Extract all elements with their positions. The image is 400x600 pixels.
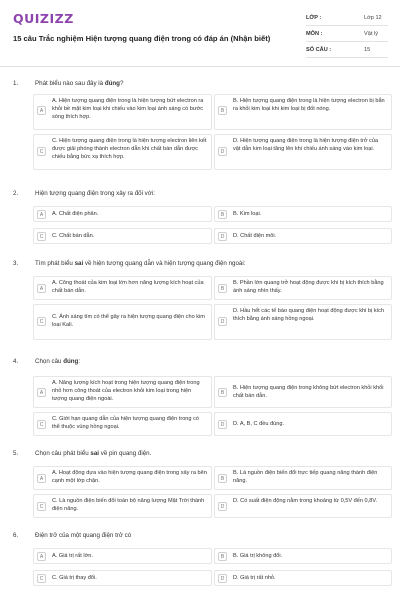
option-text: B. Hiện tượng quang điện trong không bứt electron khỏi khối chất bán dẫn. bbox=[233, 385, 384, 399]
question-number: 3. bbox=[13, 260, 19, 267]
question-text-part: về hiện tượng quang dẫn và hiện tượng quang điện ngoài: bbox=[83, 260, 246, 267]
question-text-part: : bbox=[78, 358, 81, 365]
page-title: 15 câu Trắc nghiệm Hiện tượng quang điện trong có đáp án (Nhận biết) bbox=[13, 34, 271, 43]
option-text: D. Hầu hết các tế bào quang điện hoạt động được khi bị kích thích bằng ánh sáng hồng ngoại. bbox=[233, 308, 385, 322]
option-text: A. Hoạt động dựa vào hiện tượng quang điện trong xảy ra bên cạnh một lớp chặn. bbox=[52, 470, 207, 484]
option-a[interactable] bbox=[33, 94, 212, 130]
question-text-part: Phát biểu nào sau đây là bbox=[35, 80, 105, 87]
option-c[interactable] bbox=[33, 570, 212, 586]
option-letter: B bbox=[218, 106, 227, 115]
option-letter: D bbox=[218, 502, 227, 511]
option-c[interactable] bbox=[33, 134, 212, 170]
question-text-part: Điện trở của một quang điện trở có bbox=[35, 532, 132, 539]
meta-table bbox=[306, 10, 388, 58]
option-text: C. Chất bán dẫn. bbox=[52, 233, 95, 239]
option-b[interactable] bbox=[214, 466, 392, 490]
option-letter: C bbox=[37, 574, 46, 583]
option-letter: C bbox=[37, 502, 46, 511]
option-letter: B bbox=[218, 388, 227, 397]
option-text: B. Hiện tượng quang điện trong là hiện tượng electron bị bắn ra khỏi kim loại khi kim loại bị đốt nóng. bbox=[233, 98, 385, 112]
question-text bbox=[35, 358, 390, 365]
meta-label: LỚP : bbox=[306, 14, 322, 21]
quizizz-logo: QUIZIZZ bbox=[13, 11, 74, 26]
option-text: C. Giá trị thay đổi. bbox=[52, 575, 97, 581]
option-text: B. Giá trị không đổi. bbox=[233, 553, 283, 559]
question-number: 5. bbox=[13, 450, 19, 457]
question-text bbox=[35, 450, 390, 457]
meta-label: SỐ CÂU : bbox=[306, 46, 332, 53]
meta-label: MÔN : bbox=[306, 30, 323, 37]
option-text: C. Giới hạn quang dẫn của hiện tượng quang điện trong có thể thuộc vùng hồng ngoại. bbox=[52, 416, 199, 430]
option-letter: D bbox=[218, 317, 227, 326]
option-letter: C bbox=[37, 420, 46, 429]
question-text-part: Hiện tượng quang điện trong xảy ra đối với: bbox=[35, 190, 155, 197]
option-letter: D bbox=[218, 147, 227, 156]
meta-row-count bbox=[306, 42, 388, 58]
question-text-part: Tìm phát biểu bbox=[35, 260, 75, 267]
option-text: B. Là nguồn điện biến đổi trực tiếp quang năng thành điện năng. bbox=[233, 470, 378, 484]
option-d[interactable] bbox=[214, 134, 392, 170]
question-text bbox=[35, 190, 390, 197]
option-b[interactable] bbox=[214, 548, 392, 564]
question-text-part: Chọn câu phát biểu bbox=[35, 450, 91, 457]
option-text: B. Phần lớn quang trở hoạt động được khi bị kích thích bằng ánh sáng nhìn thấy. bbox=[233, 280, 384, 294]
option-d[interactable] bbox=[214, 412, 392, 436]
option-text: A. Năng lượng kích hoạt trong hiện tượng quang điện trong nhỏ hơn công thoát của electron khỏi kim loại trong hiện tượng quang điện ngoài. bbox=[52, 380, 200, 402]
question-text bbox=[35, 532, 390, 539]
option-c[interactable] bbox=[33, 412, 212, 436]
option-text: D. Có suất điện động nằm trong khoảng từ 0,5V đến 0,8V. bbox=[233, 498, 378, 504]
question-number: 4. bbox=[13, 358, 19, 365]
option-letter: B bbox=[218, 552, 227, 561]
document-header bbox=[0, 0, 400, 64]
option-letter: C bbox=[37, 232, 46, 241]
option-letter: B bbox=[218, 210, 227, 219]
option-b[interactable] bbox=[214, 206, 392, 222]
option-text: C. Hiện tượng quang điện trong là hiện tượng electron liên kết được giải phóng thành electron dẫn khi chất bán dẫn được chiếu bằng bức xạ thích hợp. bbox=[52, 138, 207, 160]
option-d[interactable] bbox=[214, 304, 392, 340]
meta-row-subject bbox=[306, 26, 388, 42]
option-text: A. Công thoát của kim loại lớn hơn năng lượng kích hoạt của chất bán dẫn. bbox=[52, 280, 204, 294]
option-text: D. A, B, C đều đúng. bbox=[233, 421, 284, 427]
question-emphasis: sai bbox=[90, 450, 99, 457]
option-c[interactable] bbox=[33, 304, 212, 340]
meta-value: Lớp 12 bbox=[364, 14, 382, 21]
option-text: A. Hiện tượng quang điện trong là hiện tượng bứt electron ra khỏi bề mặt kim loại khi chiếu vào kim loại ánh sáng có bước sóng thích hợp. bbox=[52, 98, 204, 120]
question-emphasis: đúng bbox=[63, 358, 79, 365]
option-text: C. Ánh sáng tím có thể gây ra hiện tượng quang điện cho kim loại Kali. bbox=[52, 314, 205, 328]
question-number: 6. bbox=[13, 532, 19, 539]
question-text bbox=[35, 80, 390, 87]
question-text-part: Chọn câu bbox=[35, 358, 64, 365]
option-b[interactable] bbox=[214, 276, 392, 300]
option-text: D. Chất điện môi. bbox=[233, 233, 277, 239]
option-letter: A bbox=[37, 388, 46, 397]
option-letter: D bbox=[218, 420, 227, 429]
option-c[interactable] bbox=[33, 228, 212, 244]
header-divider bbox=[0, 66, 400, 67]
question-text bbox=[35, 260, 390, 267]
question-text-part: về pin quang điện. bbox=[99, 450, 152, 457]
meta-value: 15 bbox=[364, 46, 371, 53]
option-d[interactable] bbox=[214, 494, 392, 518]
question-number: 2. bbox=[13, 190, 19, 197]
option-letter: B bbox=[218, 474, 227, 483]
option-text: D. Hiện tượng quang điện trong là hiện tượng điện trở của vật dẫn kim loại tăng lên khi chiếu ánh sáng vào kim loại. bbox=[233, 138, 379, 152]
meta-row-class bbox=[306, 10, 388, 26]
option-letter: A bbox=[37, 552, 46, 561]
option-letter: A bbox=[37, 210, 46, 219]
option-letter: C bbox=[37, 147, 46, 156]
option-text: A. Giá trị rất lớn. bbox=[52, 553, 93, 559]
option-letter: C bbox=[37, 317, 46, 326]
question-text-part: ? bbox=[119, 80, 124, 87]
option-b[interactable] bbox=[214, 376, 392, 408]
option-letter: D bbox=[218, 232, 227, 241]
option-text: B. Kim loại. bbox=[233, 211, 262, 217]
option-letter: A bbox=[37, 106, 46, 115]
option-letter: A bbox=[37, 284, 46, 293]
option-text: C. Là nguồn điện biến đổi toàn bộ năng lượng Mặt Trời thành điện năng. bbox=[52, 498, 205, 512]
meta-value: Vật lý bbox=[364, 30, 378, 37]
option-d[interactable] bbox=[214, 570, 392, 586]
option-letter: B bbox=[218, 284, 227, 293]
option-a[interactable] bbox=[33, 206, 212, 222]
option-letter: A bbox=[37, 474, 46, 483]
option-d[interactable] bbox=[214, 228, 392, 244]
question-emphasis: đúng bbox=[104, 80, 120, 87]
option-a[interactable] bbox=[33, 466, 212, 490]
question-emphasis: sai bbox=[74, 260, 84, 267]
option-b[interactable] bbox=[214, 94, 392, 130]
option-c[interactable] bbox=[33, 494, 212, 518]
option-text: D. Giá trị rất nhỏ. bbox=[233, 575, 276, 581]
option-a[interactable] bbox=[33, 376, 212, 408]
option-letter: D bbox=[218, 574, 227, 583]
option-a[interactable] bbox=[33, 276, 212, 300]
option-text: A. Chất điện phân. bbox=[52, 211, 99, 217]
question-number: 1. bbox=[13, 80, 19, 87]
option-a[interactable] bbox=[33, 548, 212, 564]
